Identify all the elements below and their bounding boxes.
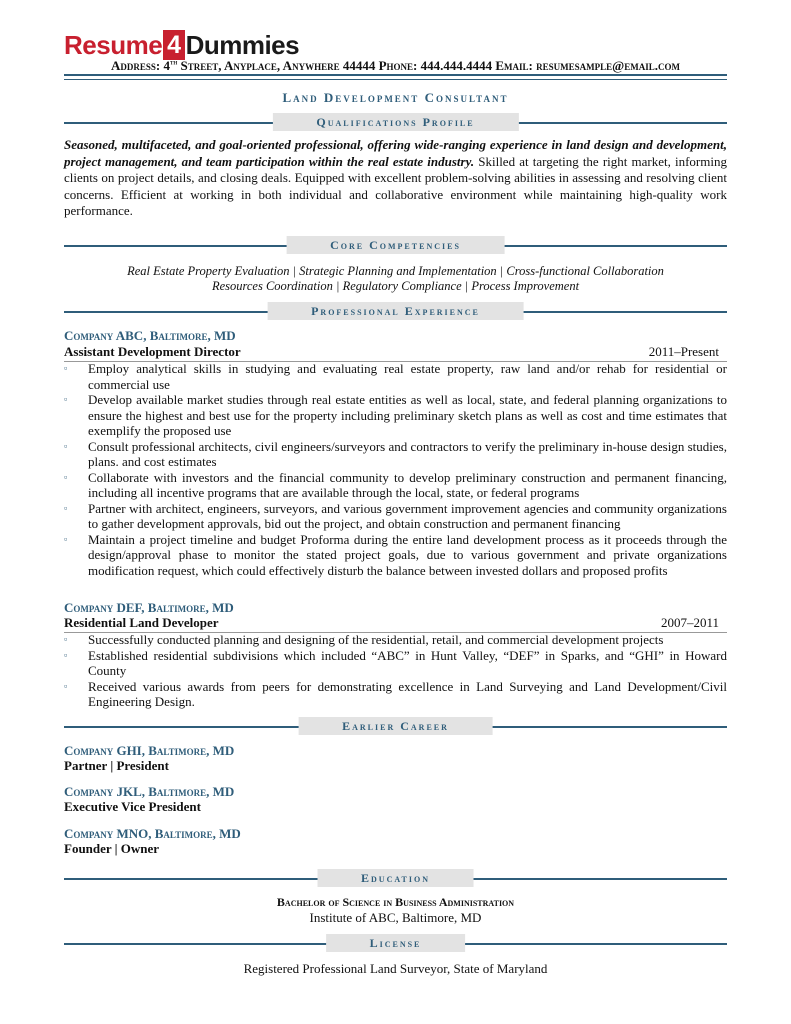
bullet-icon: ▫ — [64, 440, 68, 451]
resume4dummies-logo — [64, 28, 299, 62]
contact-line — [0, 58, 791, 74]
profile-body: Skilled at targeting the right market, informing clients on project details, and closing deals. Equipped with excellent problem-solving abilities in assessing and resolving client concerns. Efficient at working in both individual and collaborative environment while maintaining high-quality work performance. — [64, 153, 727, 218]
list-item: ▫ Develop available market studies through real estate entities as well as local, state, and federal planning organizations to ensure the highest and best use for the property including preliminary sketch plans as well as cost and time estimates that exemplify the proposed use — [64, 392, 727, 438]
section-license — [64, 934, 727, 952]
section-title: License — [326, 934, 466, 952]
competencies-line-1: Real Estate Property Evaluation | Strategic Planning and Implementation | Cross-functional Collaboration — [127, 264, 664, 278]
section-title: Earlier Career — [298, 717, 493, 735]
job-bullets — [64, 632, 727, 710]
job-bullets — [64, 361, 727, 578]
section-title: Education — [317, 869, 474, 887]
list-item: ▫ Maintain a project timeline and budget Proforma during the entire land development process as it proceeds through the design/approval phase to monitor the stated project goals, due to various government and private organizations modification request, which could effectively disturb the balance between invested dollars and proposed profits — [64, 531, 727, 578]
earlier-title: Executive Vice President — [64, 799, 201, 814]
list-item: ▫ Employ analytical skills in studying and evaluating real estate property, raw land and/or rehab for residential or commercial use — [64, 361, 727, 392]
list-item: ▫ Successfully conducted planning and designing of the residential, retail, and commercial development projects — [64, 632, 664, 647]
bullet-icon: ▫ — [64, 680, 68, 691]
email-value[interactable]: resumesample@email.com — [536, 58, 680, 73]
logo-box-4: 4 — [163, 30, 184, 60]
email-label: Email: — [495, 58, 533, 73]
logo-text-dummies: Dummies — [185, 29, 300, 60]
section-title: Core Competencies — [286, 236, 505, 254]
bullet-icon: ▫ — [64, 502, 68, 513]
earlier-title: Founder | Owner — [64, 841, 160, 856]
job-company: Company ABC, Baltimore, MD — [64, 328, 236, 343]
section-title: Qualifications Profile — [272, 113, 518, 131]
section-title: Professional Experience — [267, 302, 524, 320]
logo-text-resume: Resume — [64, 29, 163, 60]
earlier-company: Company JKL, Baltimore, MD — [64, 784, 235, 799]
profile-summary — [64, 137, 727, 220]
address-label: Address: — [111, 58, 161, 73]
address-value: 4th Street, Anyplace, Anywhere 44444 — [163, 58, 376, 73]
bullet-icon: ▫ — [64, 533, 68, 544]
section-earlier-career — [64, 717, 727, 735]
phone-label: Phone: — [378, 58, 418, 73]
list-item: ▫ Collaborate with investors and the financial community to develop preliminary construction and permanent financing, including all incentive programs that are available through the local, state, or federal programs — [64, 469, 727, 500]
resume-headline: Land Development Consultant — [282, 90, 509, 105]
job-title: Residential Land Developer — [64, 615, 219, 630]
bullet-icon: ▫ — [64, 634, 68, 644]
competencies-line-2: Resources Coordination | Regulatory Compliance | Process Improvement — [211, 279, 580, 293]
bullet-icon: ▫ — [64, 394, 68, 404]
phone-value: 444.444.4444 — [420, 58, 493, 73]
list-item: ▫ Received various awards from peers for demonstrating excellence in Land Surveying and Land Development/Civil Engineering Design. — [64, 678, 727, 709]
education-degree: Bachelor of Science in Business Administration — [276, 895, 515, 909]
list-item: ▫ Established residential subdivisions which included “ABC” in Hunt Valley, “DEF” in Sparks, and “GHI” in Howard County — [64, 647, 727, 678]
job-title: Assistant Development Director — [64, 344, 241, 359]
bullet-icon: ▫ — [64, 363, 68, 373]
job-dates: 2011–Present — [648, 344, 719, 359]
education-school: Institute of ABC, Baltimore, MD — [309, 910, 482, 925]
section-qualifications-profile — [64, 113, 727, 131]
bullet-icon: ▫ — [64, 649, 68, 660]
list-item: ▫ Partner with architect, engineers, surveyors, and various government improvement agencies and community organizations to gather development approvals, bid out the project, and obtain construction and permanent financing — [64, 500, 727, 531]
section-professional-experience — [64, 302, 727, 320]
section-core-competencies — [64, 236, 727, 254]
earlier-company: Company MNO, Baltimore, MD — [64, 826, 241, 841]
earlier-company: Company GHI, Baltimore, MD — [64, 743, 235, 758]
earlier-title: Partner | President — [64, 758, 169, 773]
list-item: ▫ Consult professional architects, civil engineers/surveyors and contractors to verify the preliminary in-house design studies, plans. and cost estimates — [64, 438, 727, 469]
header-rule — [64, 74, 727, 80]
license-text: Registered Professional Land Surveyor, State of Maryland — [243, 961, 548, 976]
job-title-row — [64, 344, 727, 362]
profile-highlight: Seasoned, multifaceted, and goal-oriented professional, offering wide-ranging experience in land design and development, project management, and team participation within the real estate industry. — [64, 137, 727, 169]
section-education — [64, 869, 727, 887]
job-company: Company DEF, Baltimore, MD — [64, 600, 234, 615]
job-dates: 2007–2011 — [660, 615, 719, 630]
job-title-row — [64, 615, 727, 633]
bullet-icon: ▫ — [64, 471, 68, 482]
